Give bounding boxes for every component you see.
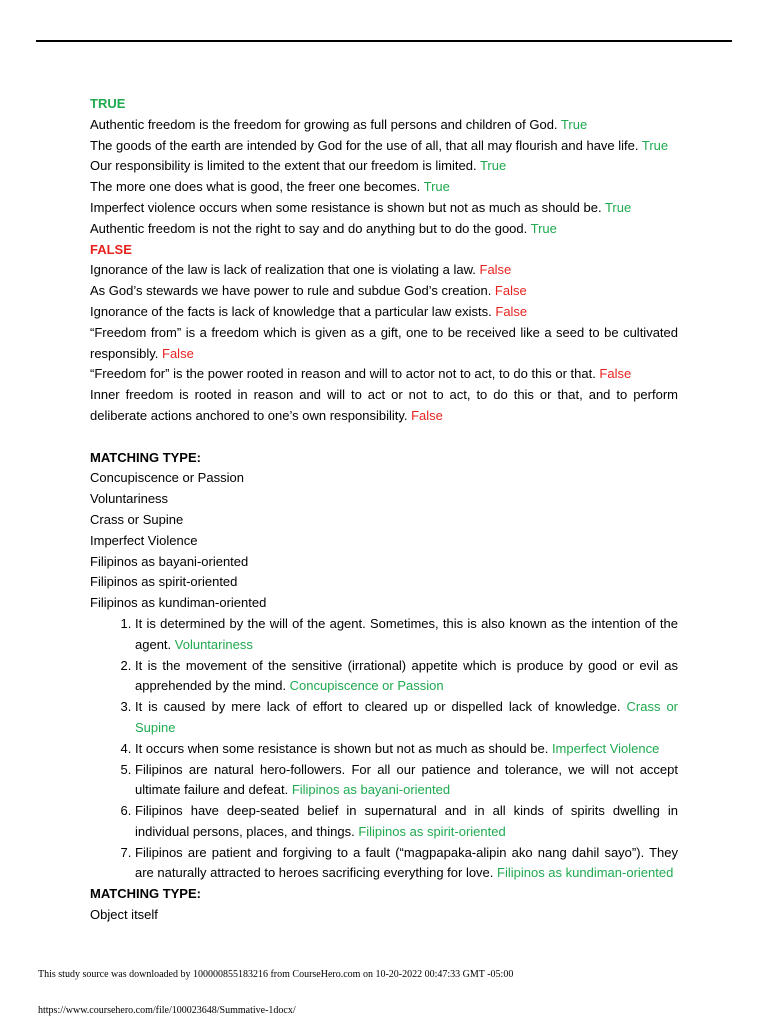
answer-true: True <box>479 158 507 174</box>
answer-true: True <box>641 137 669 153</box>
true-item <box>90 177 678 198</box>
answer-false: False <box>599 366 632 382</box>
matching-choice: Concupiscence or Passion <box>90 470 244 486</box>
true-item <box>90 198 678 219</box>
answer-true: True <box>530 220 557 236</box>
statement-text: Ignorance of the facts is lack of knowledge that a particular law exists. <box>90 303 496 319</box>
item-text: It is caused by mere lack of effort to cleared up or dispelled lack of knowledge. <box>135 699 627 715</box>
statement-text: Inner freedom is rooted in reason and will to act or not to act, to do this or that, and to perform deliberate actions anchored to one’s own responsibility. <box>90 387 678 423</box>
answer-true: True <box>560 116 588 132</box>
true-heading: TRUE <box>90 96 126 111</box>
item-answer: Filipinos as spirit-oriented <box>358 823 506 839</box>
matching-choice: Crass or Supine <box>90 511 184 527</box>
answer-false: False <box>411 407 443 423</box>
false-item <box>90 364 678 385</box>
document-body <box>90 94 678 926</box>
false-item <box>90 323 678 365</box>
statement-text: “Freedom for” is the power rooted in reason and will to actor not to act, to do this or that. <box>90 366 600 382</box>
top-rule <box>36 40 732 42</box>
item-text: It is the movement of the sensitive (irrational) appetite which is produce by good or evil as apprehended by the mind. <box>135 657 678 694</box>
matching-item <box>135 614 678 656</box>
matching-choice: Filipinos as bayani-oriented <box>90 553 249 569</box>
item-answer: Voluntariness <box>174 636 253 652</box>
true-item <box>90 156 678 177</box>
source-url[interactable]: https://www.coursehero.com/file/100023648/Summative-1docx/ <box>38 1005 296 1016</box>
item-answer: Crass or Supine <box>135 699 679 735</box>
true-item <box>90 136 678 157</box>
matching-items-list <box>90 614 678 884</box>
matching-heading-2: MATCHING TYPE: <box>90 886 201 902</box>
matching-item <box>135 739 678 760</box>
statement-text: Imperfect violence occurs when some resistance is shown but not as much as should be. <box>90 199 605 215</box>
item-answer: Filipinos as kundiman-oriented <box>497 865 674 881</box>
false-item <box>90 260 678 281</box>
item-text: Filipinos have deep-seated belief in supernatural and in all kinds of spirits dwelling in individual persons, places, and things. <box>135 803 678 839</box>
item-text: Filipinos are natural hero-followers. For all our patience and tolerance, we will not accept ultimate failure and defeat. <box>135 761 678 798</box>
statement-text: The goods of the earth are intended by God for the use of all, that all may flourish and have life. <box>90 137 642 153</box>
statement-text: The more one does what is good, the freer one becomes. <box>90 179 424 195</box>
spacer <box>90 427 678 448</box>
statement-text: Authentic freedom is not the right to say and do anything but to do the good. <box>90 220 531 236</box>
answer-true: True <box>604 199 632 215</box>
download-source-note: This study source was downloaded by 100000855183216 from CourseHero.com on 10-20-2022 00:47:33 GMT -05:00 <box>38 969 514 980</box>
answer-false: False <box>162 345 194 361</box>
answer-true: True <box>423 179 450 195</box>
item-text: It is determined by the will of the agent. Sometimes, this is also known as the intention of the agent. <box>135 615 678 652</box>
true-item <box>90 219 678 240</box>
false-item <box>90 302 678 323</box>
statement-text: Our responsibility is limited to the extent that our freedom is limited. <box>90 158 480 174</box>
matching-item <box>135 697 678 739</box>
matching-choice: Filipinos as kundiman-oriented <box>90 595 267 611</box>
statement-text: Ignorance of the law is lack of realization that one is violating a law. <box>90 262 480 278</box>
item-answer: Concupiscence or Passion <box>289 678 444 694</box>
matching-item <box>135 801 678 843</box>
matching-item <box>135 656 678 698</box>
matching-choice: Voluntariness <box>90 491 169 507</box>
answer-false: False <box>479 262 512 278</box>
matching-choice: Filipinos as spirit-oriented <box>90 574 238 590</box>
statement-text: “Freedom from” is a freedom which is given as a gift, one to be received like a seed to be cultivated responsibly. <box>90 324 678 361</box>
answer-false: False <box>494 283 527 299</box>
statement-text: Authentic freedom is the freedom for growing as full persons and children of God. <box>90 116 561 132</box>
false-item <box>90 385 678 427</box>
item-text: It occurs when some resistance is shown but not as much as should be. <box>135 740 552 756</box>
item-answer: Imperfect Violence <box>551 740 660 756</box>
item-answer: Filipinos as bayani-oriented <box>291 782 451 798</box>
matching-item <box>135 760 678 802</box>
matching-item <box>135 843 678 885</box>
false-item <box>90 281 678 302</box>
true-item <box>90 115 678 136</box>
answer-false: False <box>495 303 528 319</box>
matching-choice: Object itself <box>90 907 158 923</box>
statement-text: As God’s stewards we have power to rule and subdue God’s creation. <box>90 283 495 299</box>
matching-heading: MATCHING TYPE: <box>90 449 201 465</box>
item-text: Filipinos are patient and forgiving to a fault (“magpapaka-alipin ako nang dahil sayo”). They are naturally attracted to heroes sacrificing everything for love. <box>135 844 678 881</box>
false-heading: FALSE <box>90 241 132 257</box>
matching-choice: Imperfect Violence <box>90 532 198 548</box>
